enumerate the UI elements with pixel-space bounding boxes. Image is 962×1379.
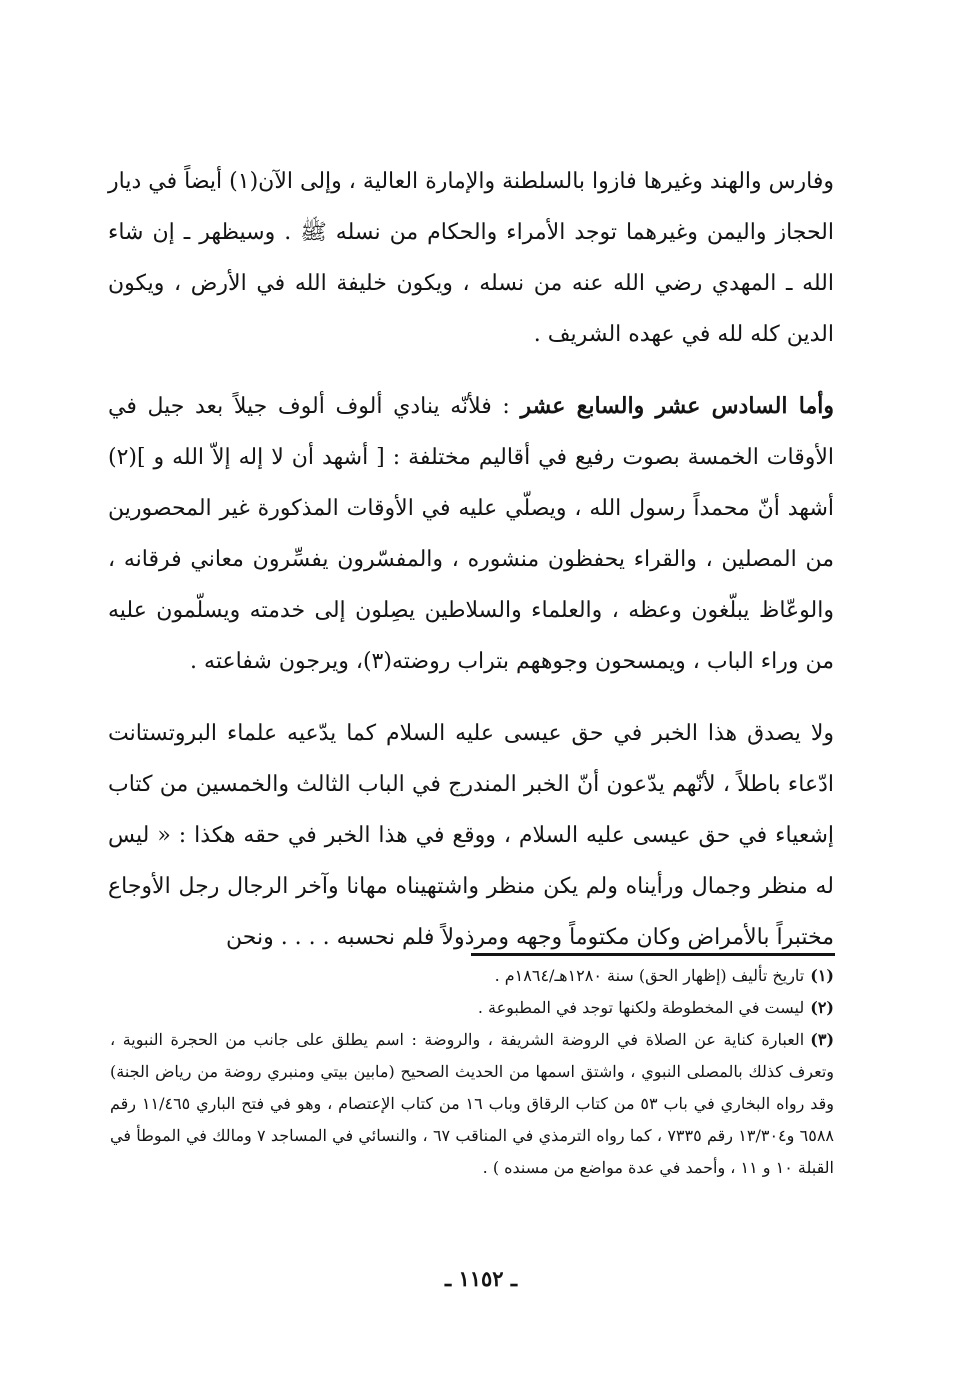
paragraph-2-text: : فلأنّه ينادي ألوف ألوف جيلاً بعد جيل في الأوقات الخمسة بصوت رفيع في أقاليم مختلفة : [ أشهد أن لا إله إلاّ الله و ](٢) أشهد أنّ محمداً رسول الله ، ويصلّي عليه في الأوقات المذكورة غير المحصورين من المصلين ، والقراء يحفظون منشوره ، والمفسّرون يفسِّرون معاني فرقانه ، والوعّاظ يبلّغون وعظه ، والعلماء والسلاطين يصِلون إلى خدمته ويسلّمون عليه من وراء الباب ، ويمسحون وجوههم بتراب روضته(٣)، ويرجون شفاعته . [108, 394, 834, 674]
paragraph-1-text: وفارس والهند وغيرها فازوا بالسلطنة والإمارة العالية ، وإلى الآن(١) أيضاً في ديار الحجاز واليمن وغيرهما توجد الأمراء والحكام من نسله ﷺ . وسيظهر ـ إن شاء الله ـ المهدي رضي الله عنه من نسله ، ويكون خليفة الله في الأرض ، ويكون الدين كله لله في عهده الشريف . [108, 169, 834, 347]
footnote-1 [110, 960, 834, 992]
footnote-1-number: (١) [810, 966, 834, 985]
paragraph-3-text: ولا يصدق هذا الخبر في حق عيسى عليه السلام كما يدّعيه علماء البروتستانت ادّعاء باطلاً ، لأنّهم يدّعون أنّ الخبر المندرج في الباب الثالث والخمسين من كتاب إشعياء في حق عيسى عليه السلام ، ووقع في هذا الخبر في حقه هكذا : « ليس له منظر وجمال ورأيناه ولم يكن منظر واشتهيناه مهانا وآخر الرجال رجل الأوجاع مختبراً بالأمراض وكان مكتوماً وجهه ومرذولاً فلم نحسبه . . . . ونحن [108, 721, 834, 950]
footnote-2-text: ليست في المخطوطة ولكنها توجد في المطبوعة . [477, 998, 805, 1017]
paragraph-2 [108, 381, 834, 687]
main-text [108, 156, 834, 963]
footnote-2 [110, 992, 834, 1024]
footnote-3 [110, 1024, 834, 1184]
paragraph-3 [108, 708, 834, 963]
paragraph-2-lead: وأما السادس عشر والسابع عشر [520, 393, 834, 419]
paragraph-1 [108, 156, 834, 360]
footnotes [110, 960, 834, 1184]
page-number: ـ ١١٥٢ ـ [444, 1266, 518, 1291]
footnote-1-text: تاريخ تأليف (إظهار الحق) سنة ١٢٨٠هـ/١٨٦٤م . [494, 966, 805, 985]
footnote-separator [471, 953, 835, 956]
footnote-3-text: العبارة كناية عن الصلاة في الروضة الشريفة ، والروضة : اسم يطلق على جانب من الحجرة النبوية ، وتعرف كذلك بالمصلى النبوي ، واشتق اسمها من الحديث الصحيح (مابين بيتي ومنبري روضة من رياض الجنة) وقد رواه البخاري في باب ٥٣ من كتاب الرقاق وباب ١٦ من كتاب الإعتصام ، وهو في فتح الباري ١١/٤٦٥ رقم ٦٥٨٨ و١٣/٣٠٤ رقم ٧٣٣٥ ، كما رواه الترمذي في المناقب ٦٧ ، والنسائي في المساجد ٧ ومالك في الموطأ في القبلة ١٠ و ١١ ، وأحمد في عدة مواضع من مسنده ) . [110, 1030, 835, 1177]
footnote-3-number: (٣) [810, 1030, 835, 1049]
footnote-2-number: (٢) [810, 998, 834, 1017]
